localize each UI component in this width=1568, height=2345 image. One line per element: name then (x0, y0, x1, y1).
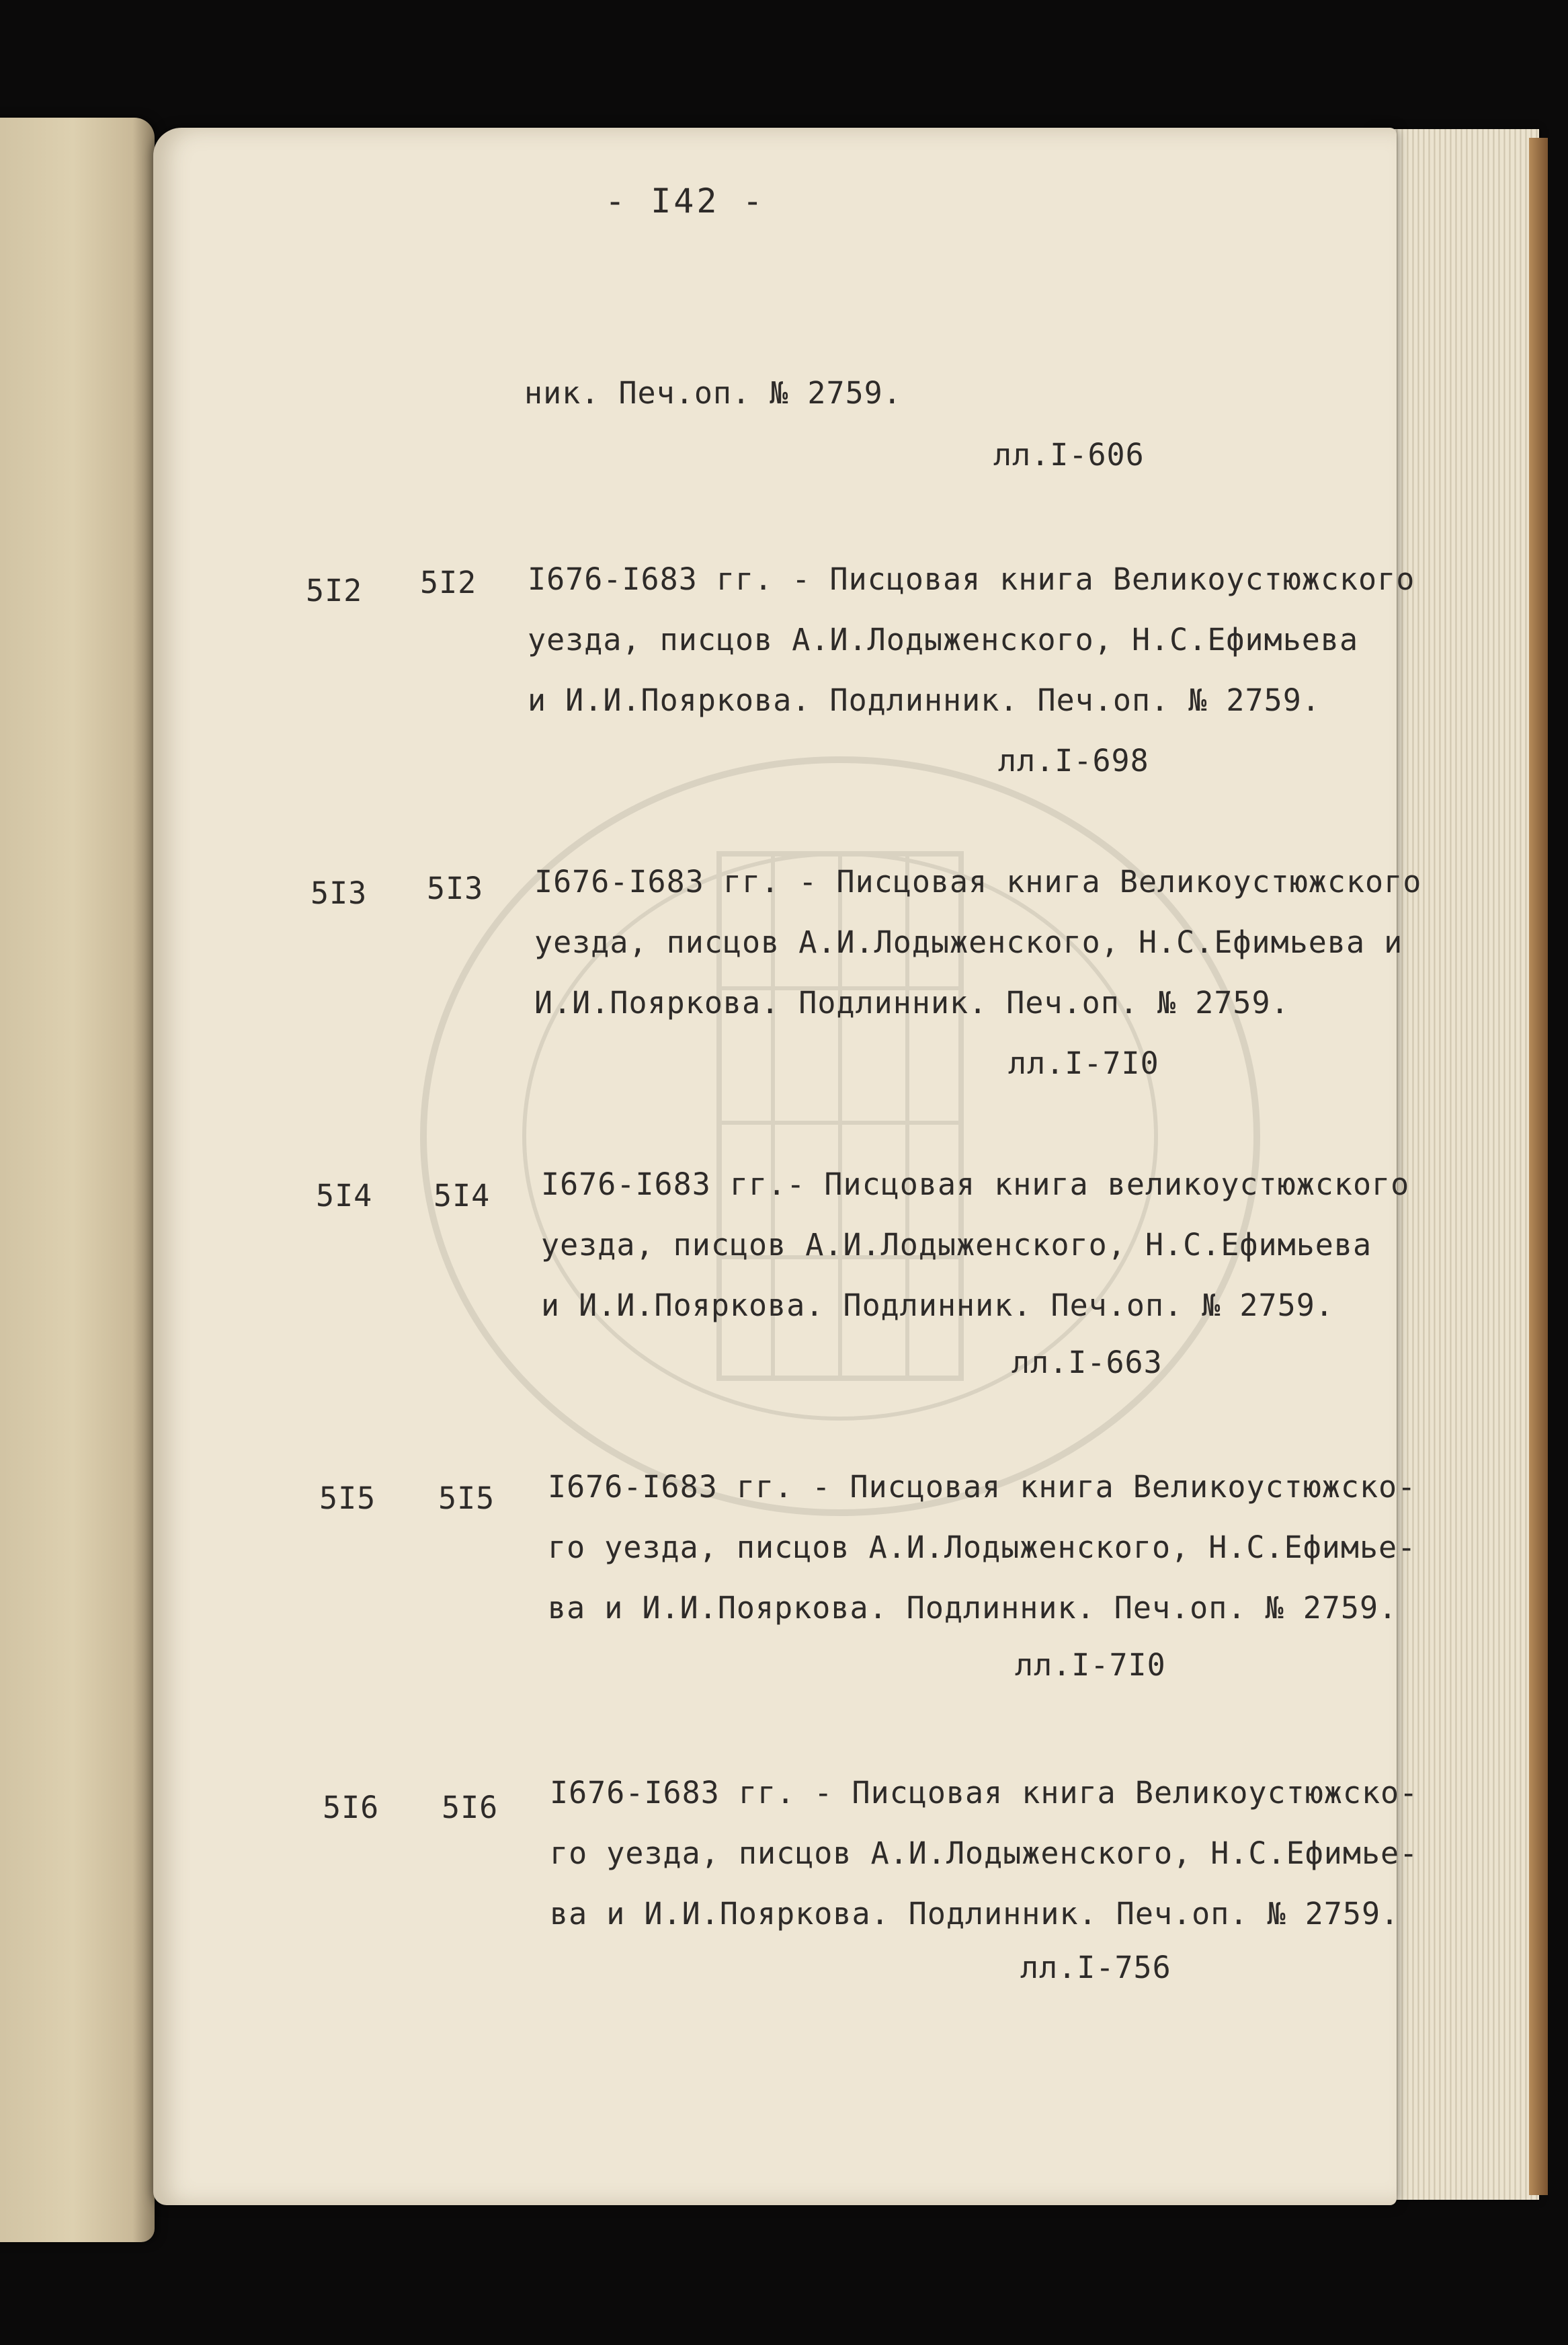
entry-line: I676-I683 гг. - Писцовая книга Великоустюжско- (550, 1775, 1419, 1811)
entry-sheets: лл.I-7I0 (1008, 1045, 1159, 1081)
entry-number-new: 5I6 (442, 1790, 499, 1825)
entry-line: I676-I683 гг. - Писцовая книга Великоустюжско- (548, 1469, 1417, 1505)
entry-line: I676-I683 гг. - Писцовая книга Великоустюжского (534, 864, 1422, 900)
entry-sheets: лл.I-663 (1012, 1345, 1163, 1380)
left-page (0, 118, 155, 2242)
entry-sheets: лл.I-7I0 (1015, 1647, 1166, 1683)
entry-line: уезда, писцов А.И.Лодыженского, Н.С.Ефимьева (528, 622, 1359, 658)
page-number: - I42 - (605, 182, 766, 221)
entry-line: I676-I683 гг. - Писцовая книга Великоустюжского (528, 561, 1415, 597)
entry-line: и И.И.Пояркова. Подлинник. Печ.оп. № 2759. (528, 682, 1321, 718)
entry-line: и И.И.Пояркова. Подлинник. Печ.оп. № 2759. (541, 1287, 1334, 1323)
entry-line: уезда, писцов А.И.Лодыженского, Н.С.Ефимьева и (534, 924, 1403, 960)
entry-line: уезда, писцов А.И.Лодыженского, Н.С.Ефимьева (541, 1227, 1372, 1263)
entry-number-new: 5I3 (427, 871, 484, 906)
entry-sheets: лл.I-698 (998, 743, 1149, 779)
entry-line: ник. Печ.оп. № 2759. (524, 375, 902, 411)
book-cover-edge (1529, 138, 1548, 2195)
entry-line: ва и И.И.Пояркова. Подлинник. Печ.оп. № 2759. (550, 1896, 1400, 1932)
entry-line: го уезда, писцов А.И.Лодыженского, Н.С.Ефимье- (550, 1835, 1419, 1871)
entry-line: ва и И.И.Пояркова. Подлинник. Печ.оп. № 2759. (548, 1590, 1398, 1626)
entry-line: И.И.Пояркова. Подлинник. Печ.оп. № 2759. (534, 985, 1290, 1021)
entry-number-old: 5I2 (306, 573, 363, 608)
entry-line: го уезда, писцов А.И.Лодыженского, Н.С.Ефимье- (548, 1529, 1417, 1565)
entry-number-new: 5I4 (434, 1178, 491, 1214)
entry-number-old: 5I4 (316, 1178, 373, 1214)
entry-line: I676-I683 гг.- Писцовая книга великоустюжского (541, 1166, 1410, 1202)
entry-number-old: 5I5 (319, 1480, 376, 1516)
entry-number-new: 5I5 (438, 1480, 495, 1516)
entry-number-new: 5I2 (420, 565, 477, 600)
archive-stamp-watermark (397, 733, 1284, 1540)
entry-number-old: 5I3 (311, 875, 368, 911)
entry-sheets: лл.I-756 (1020, 1950, 1171, 1985)
entry-sheets: лл.I-606 (993, 437, 1145, 473)
entry-number-old: 5I6 (323, 1790, 380, 1825)
